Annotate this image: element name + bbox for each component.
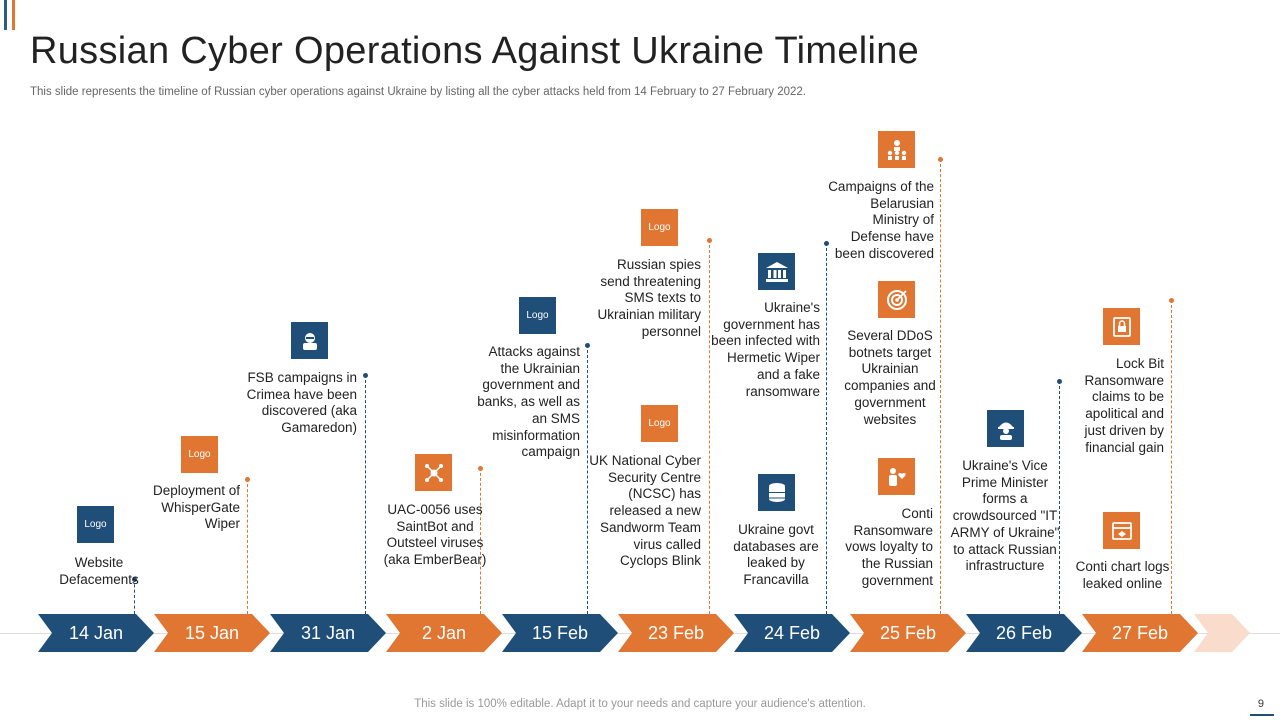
page-number-underline [1250, 714, 1274, 716]
logo-placeholder: Logo [77, 506, 114, 543]
slide-title: Russian Cyber Operations Against Ukraine Timeline [30, 30, 920, 72]
connector-dot [938, 157, 943, 162]
chat-log-icon [1103, 512, 1140, 549]
connector-dot [1057, 379, 1062, 384]
event-conti-chat-logs: Conti chart logs leaked online [1075, 559, 1170, 591]
date-label: 14 Jan [68, 623, 124, 643]
event-fsb-campaigns: FSB campaigns in Crimea have been discovered (aka Gamaredon) [246, 370, 357, 436]
event-ddos-botnets: Several DDoS botnets target Ukrainian companies and government websites [844, 328, 936, 427]
connector-line [365, 375, 366, 614]
government-building-icon [758, 253, 795, 290]
event-russian-spies: Russian spies send threatening SMS texts to Ukrainian military personnel [597, 257, 701, 339]
date-chevron-14-jan [38, 614, 154, 652]
date-chevron-24-feb [734, 614, 850, 652]
chevron-shape [1194, 614, 1250, 652]
hacker-icon [291, 322, 328, 359]
logo-placeholder: Logo [641, 405, 678, 442]
accent-bar-blue [4, 0, 7, 30]
logo-placeholder: Logo [181, 436, 218, 473]
date-chevron-26-feb [966, 614, 1082, 652]
event-hermetic-wiper: Ukraine's government has been infected with Hermetic Wiper and a fake ransomware [711, 300, 820, 399]
date-label: 23 Feb [647, 623, 705, 643]
date-label: 15 Jan [184, 623, 240, 643]
date-label: 26 Feb [995, 623, 1053, 643]
connector-dot [363, 373, 368, 378]
event-databases-leaked: Ukraine govt databases are leaked by Francavilla [733, 522, 819, 588]
accent-bar-orange [12, 0, 15, 30]
date-chevron-31-jan [270, 614, 386, 652]
date-label: 15 Feb [531, 623, 589, 643]
event-uac-0056: UAC-0056 uses SaintBot and Outsteel viruses (aka EmberBear) [383, 502, 487, 568]
end-chevron-faded [1194, 614, 1250, 652]
org-hierarchy-icon [878, 131, 915, 168]
date-chevron-23-feb [618, 614, 734, 652]
date-chevron-27-feb [1082, 614, 1198, 652]
event-whispergate: Deployment of WhisperGate Wiper [152, 483, 240, 532]
footer-note: This slide is 100% editable. Adapt it to your needs and capture your audience's attention. [414, 698, 866, 710]
connector-line [709, 240, 710, 614]
worker-helmet-icon [987, 410, 1024, 447]
date-label: 25 Feb [879, 623, 937, 643]
connector-line [247, 479, 248, 614]
event-website-defacements: Website Defacements [59, 555, 139, 587]
slide-subtitle: This slide represents the timeline of Russian cyber operations against Ukraine by listing all the cyber attacks held from 14 February to 27 February 2022. [30, 86, 806, 98]
connector-dot [585, 343, 590, 348]
event-conti-loyalty: Conti Ransomware vows loyalty to the Russian government [845, 506, 933, 588]
page-number: 9 [1257, 698, 1264, 710]
connector-dot [245, 477, 250, 482]
logo-placeholder: Logo [641, 209, 678, 246]
ransomware-lock-icon [1103, 308, 1140, 345]
connector-dot [1169, 298, 1174, 303]
virus-network-icon [415, 454, 452, 491]
event-uk-ncsc: UK National Cyber Security Centre (NCSC) has released a new Sandworm Team virus called Cyclops Blink [589, 453, 701, 569]
event-it-army: Ukraine's Vice Prime Minister forms a crowdsourced "IT ARMY of Ukraine" to attack Russian infrastructure [950, 458, 1060, 574]
logo-placeholder: Logo [519, 297, 556, 334]
event-attacks-banks: Attacks against the Ukrainian government and banks, as well as an SMS misinformation campaign [477, 344, 580, 460]
date-chevron-15-feb [502, 614, 618, 652]
date-label: 2 Jan [421, 623, 467, 643]
event-lockbit: Lock Bit Ransomware claims to be apolitical and just driven by financial gain [1084, 356, 1164, 455]
connector-dot [478, 466, 483, 471]
date-label: 27 Feb [1111, 623, 1169, 643]
connector-dot [707, 238, 712, 243]
date-chevron-2-jan [386, 614, 502, 652]
event-belarusian-ministry: Campaigns of the Belarusian Ministry of Defense have been discovered [828, 179, 934, 261]
loyalty-heart-icon [878, 458, 915, 495]
target-icon [878, 281, 915, 318]
date-chevron-25-feb [850, 614, 966, 652]
date-label: 31 Jan [300, 623, 356, 643]
date-chevron-15-jan [154, 614, 270, 652]
database-icon [758, 474, 795, 511]
date-label: 24 Feb [763, 623, 821, 643]
